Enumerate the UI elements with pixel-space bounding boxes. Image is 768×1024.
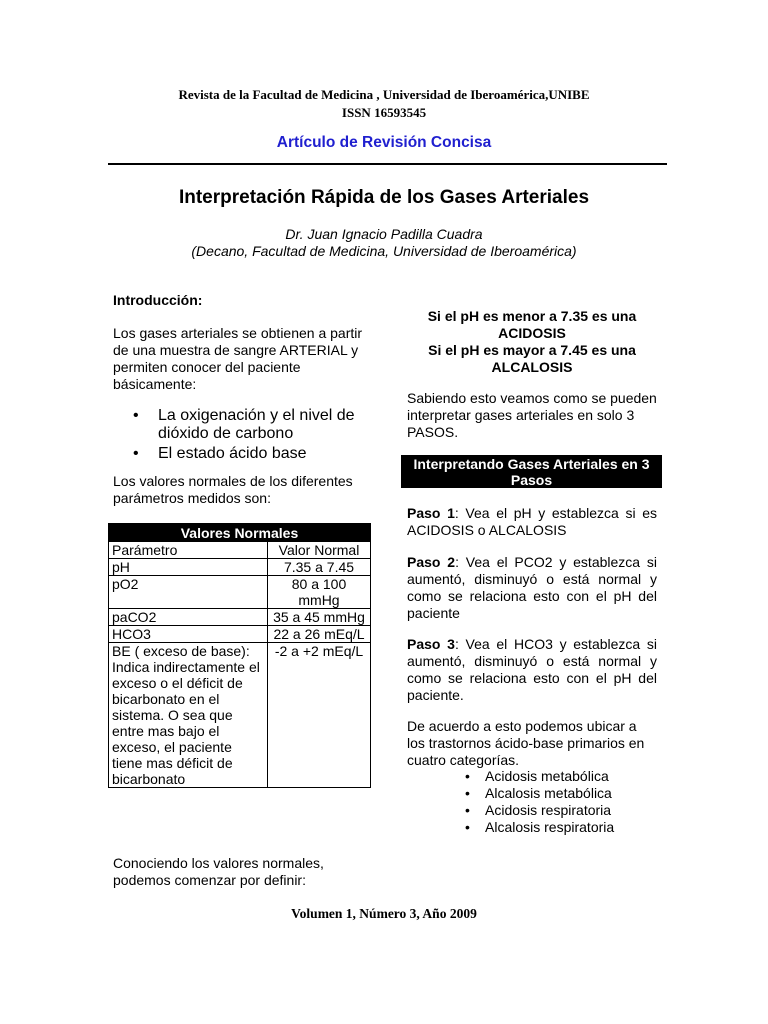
author-affiliation: (Decano, Facultad de Medicina, Universidad de Iberoamérica) [191, 243, 577, 259]
sabiendo-paragraph: Sabiendo esto veamos como se pueden interpretar gases arteriales en solo 3 PASOS. [407, 390, 657, 440]
ph-definitions [407, 308, 657, 376]
table-title: Valores Normales [109, 524, 371, 542]
conclusion-paragraph: Conociendo los valores normales, podemos comenzar por definir: [113, 855, 324, 888]
paso-3 [407, 636, 657, 704]
issn: ISSN 16593545 [341, 105, 427, 120]
paso-1-label: Paso 1 [407, 505, 455, 521]
intro-heading: Introducción: [113, 292, 203, 308]
value-cell: 22 a 26 mEq/L [268, 626, 371, 643]
table-row [109, 643, 371, 788]
list-item: • Alcalosis metabólica [460, 785, 670, 802]
journal-header [0, 86, 768, 122]
parameter-cell: paCO2 [109, 609, 268, 626]
table-header-row [109, 542, 371, 559]
table-row [109, 576, 371, 609]
alcalosis-definition: Si el pH es mayor a 7.45 es una [428, 342, 636, 358]
paso-1-text: : Vea el pH y establezca si es ACIDOSIS o ALCALOSIS [407, 505, 658, 538]
parameter-cell: BE ( exceso de base): Indica indirectamente el exceso o el déficit de bicarbonato en el sistema. O sea que entre mas bajo el exceso, el paciente tiene mas déficit de bicarbonato [109, 643, 268, 788]
acidosis-term: ACIDOSIS [498, 325, 566, 341]
alcalosis-term: ALCALOSIS [491, 359, 573, 375]
parameter-cell: pO2 [109, 576, 268, 609]
paso-2-label: Paso 2 [407, 554, 456, 570]
intro-bullet-list [133, 407, 373, 465]
header-divider [108, 163, 667, 165]
normal-values-table [108, 523, 371, 788]
table-row [109, 626, 371, 643]
categories-list [460, 768, 670, 836]
value-cell: -2 a +2 mEq/L [268, 643, 371, 788]
list-item: • La oxigenación y el nivel de dióxido de carbono [133, 407, 373, 443]
column-header-value: Valor Normal [268, 542, 371, 559]
journal-name: Revista de la Facultad de Medicina , Universidad de Iberoamérica,UNIBE [178, 87, 590, 102]
value-cell: 80 a 100 mmHg [268, 576, 371, 609]
value-cell: 35 a 45 mmHg [268, 609, 371, 626]
acidosis-definition: Si el pH es menor a 7.35 es una [427, 308, 637, 324]
list-item: • Alcalosis respiratoria [460, 819, 670, 836]
list-item: • Acidosis respiratoria [460, 802, 670, 819]
normal-values-intro: Los valores normales de los diferentes parámetros medidos son: [113, 473, 353, 506]
column-header-parameter: Parámetro [109, 542, 268, 559]
article-type: Artículo de Revisión Concisa [276, 134, 492, 151]
list-item: • Acidosis metabólica [460, 768, 670, 785]
paso-3-text: : Vea el HCO3 y establezca si aumentó, disminuyó o está normal y como se relaciona esto con el pH del paciente. [407, 636, 658, 703]
list-item: • El estado ácido base [133, 445, 373, 463]
parameter-cell: HCO3 [109, 626, 268, 643]
table-row [109, 559, 371, 576]
value-cell: 7.35 a 7.45 [268, 559, 371, 576]
intro-paragraph: Los gases arteriales se obtienen a partir de una muestra de sangre ARTERIAL y permiten conocer del paciente básicamente: [113, 325, 363, 392]
article-title: Interpretación Rápida de los Gases Arteriales [178, 187, 590, 208]
paso-3-label: Paso 3 [407, 636, 455, 652]
steps-heading-box: Interpretando Gases Arteriales en 3 Pasos [401, 455, 662, 488]
table-row [109, 609, 371, 626]
acuerdo-paragraph: De acuerdo a esto podemos ubicar a los trastornos ácido-base primarios en cuatro categorías. [407, 718, 645, 768]
footer-volume: Volumen 1, Número 3, Año 2009 [291, 906, 477, 921]
paso-2 [407, 554, 657, 622]
paso-1 [407, 505, 657, 539]
parameter-cell: pH [109, 559, 268, 576]
paso-2-text: : Vea el PCO2 y establezca si aumentó, disminuyó o está normal y como se relaciona esto con el pH del paciente [407, 554, 657, 621]
author-block [0, 226, 768, 260]
table-title-row [109, 524, 371, 542]
author-name: Dr. Juan Ignacio Padilla Cuadra [285, 226, 483, 242]
